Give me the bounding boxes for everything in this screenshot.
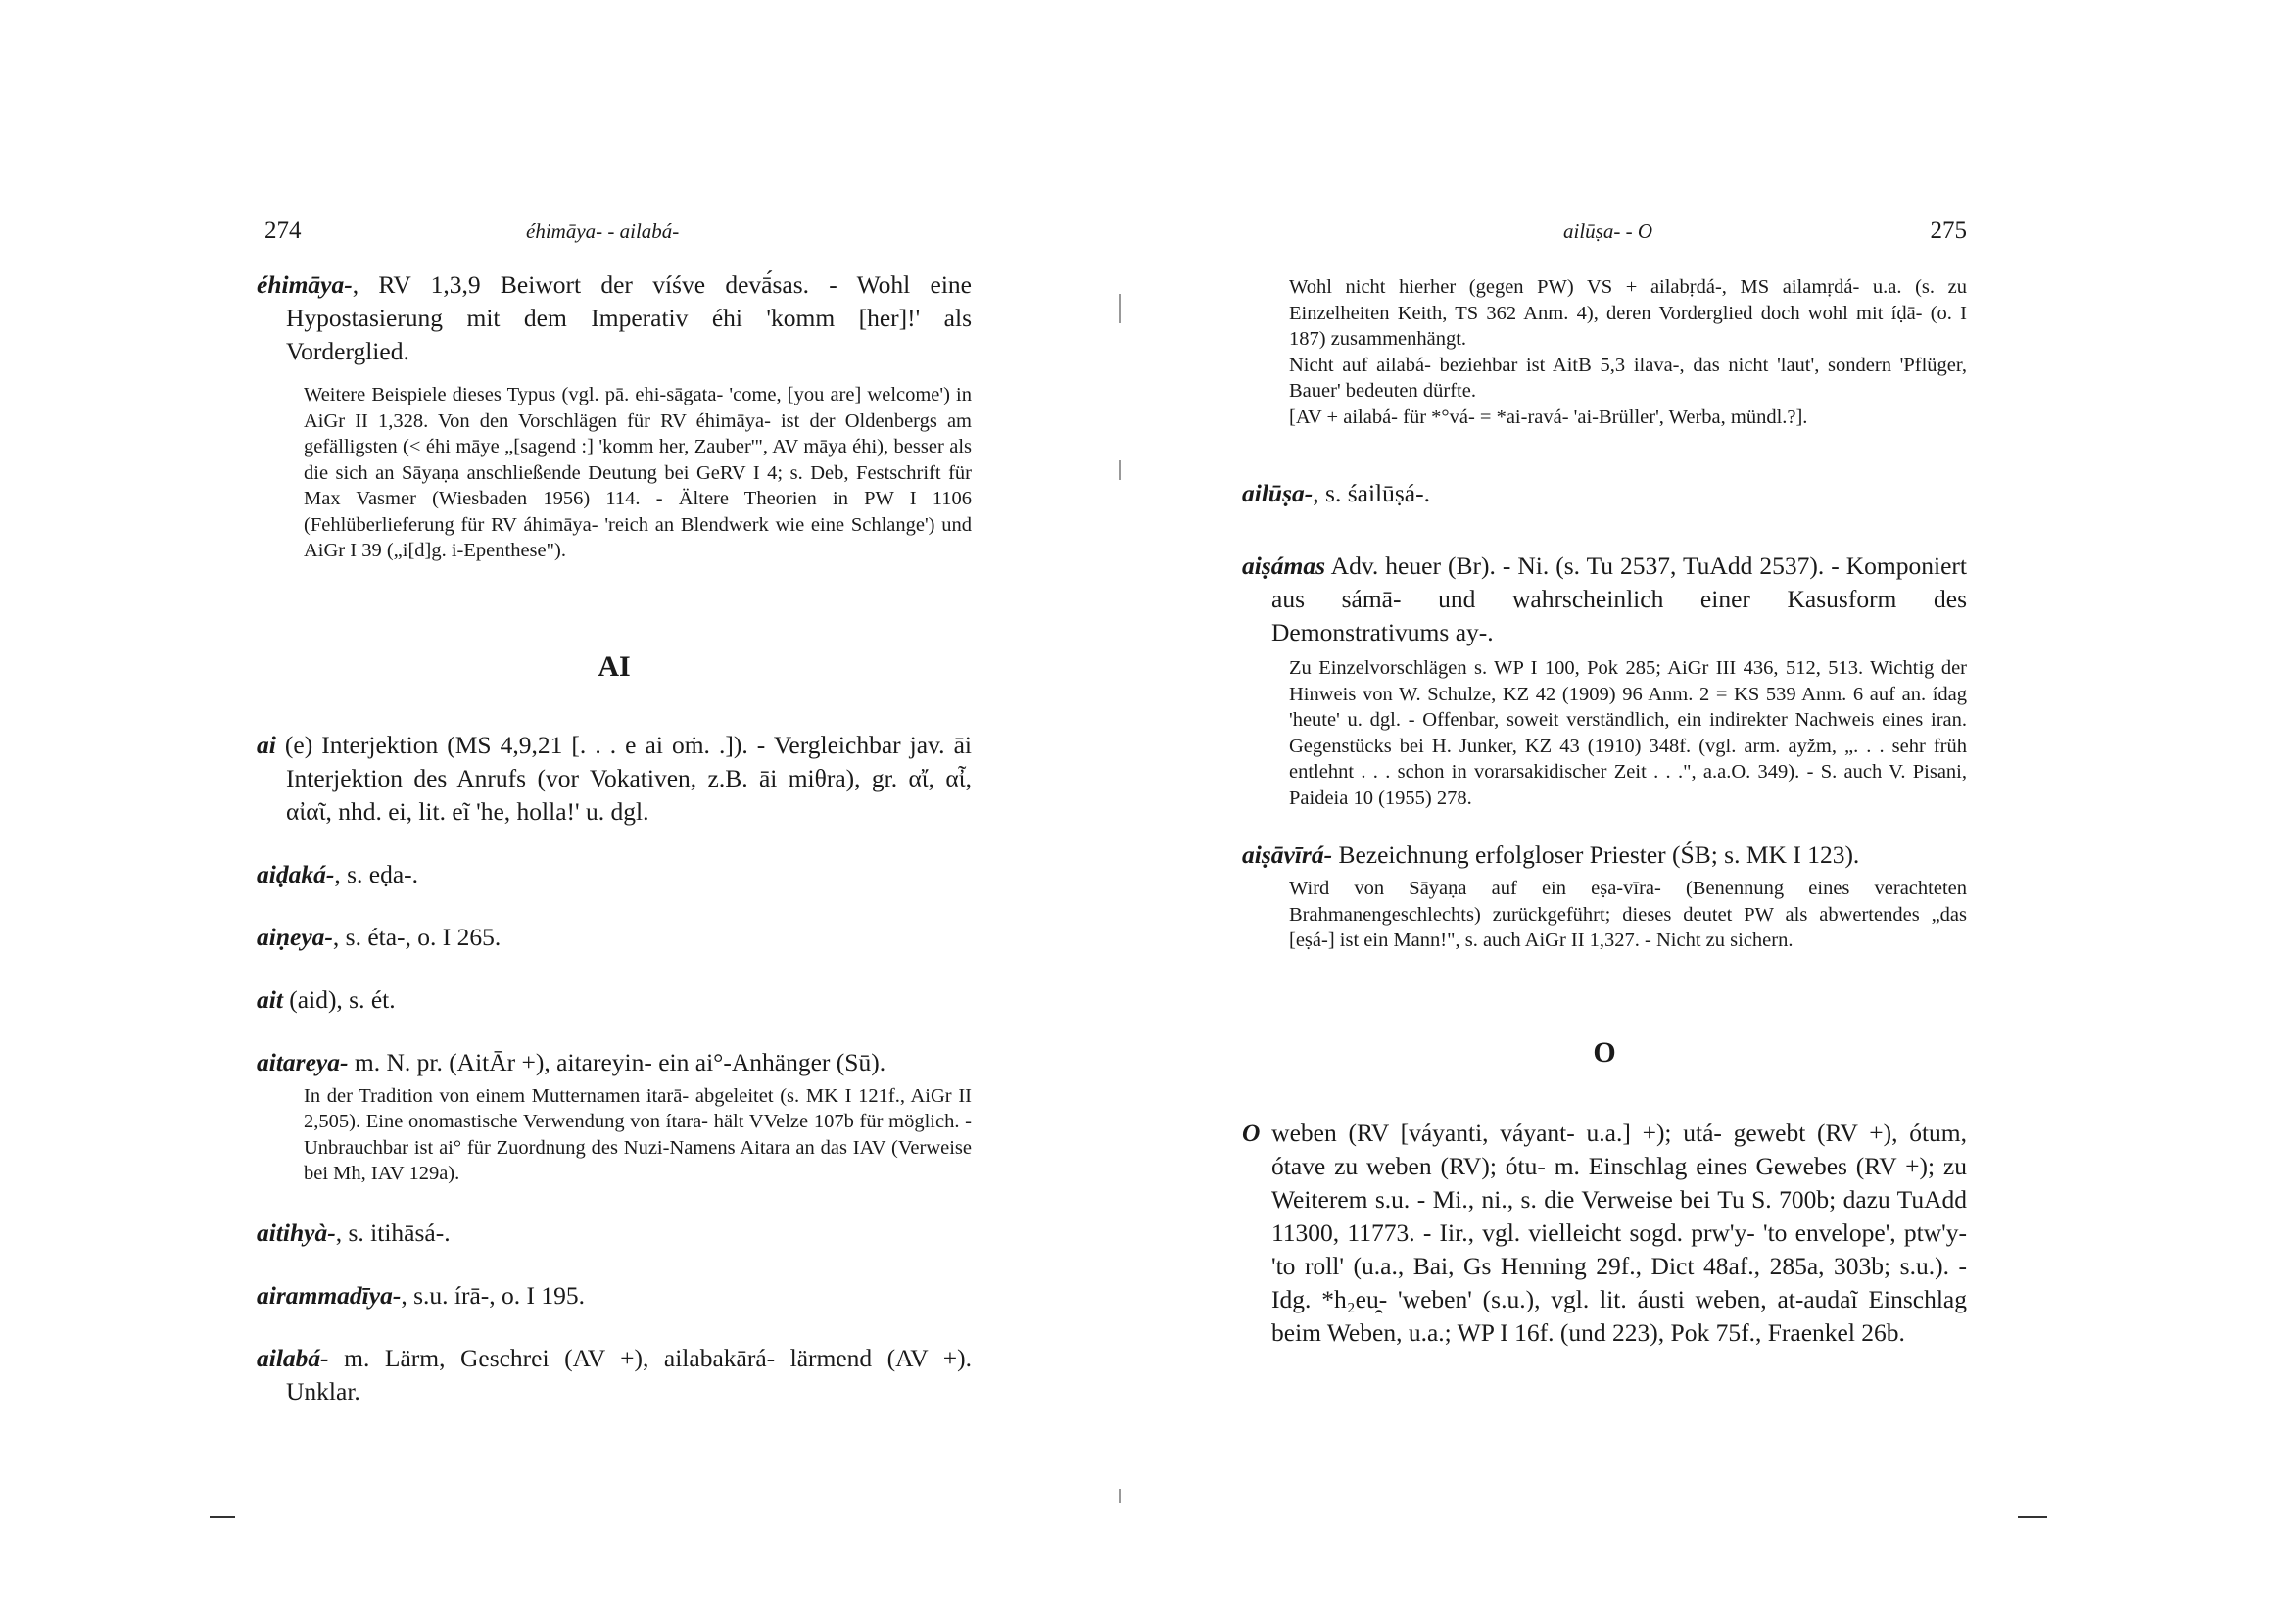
- entry-text: , s. itihāsá-.: [335, 1217, 451, 1247]
- left-page-body: [257, 268, 972, 1408]
- headword: aiṣámas: [1242, 551, 1326, 580]
- entry-aidaka: [257, 858, 972, 891]
- entry-text: , s. éta-, o. I 265.: [332, 922, 502, 951]
- entry-text: (e) Interjektion (MS 4,9,21 [. . . e ai oṁ. .]). - Vergleichbar jav. āi Interjektion des Anrufs (vor Vokativen, z.B. āi miθra), gr. αἴ, αἶ, αἰαῖ, nhd. ei, lit. eĩ 'he, holla!' u. dgl.: [275, 730, 972, 826]
- note-aitareya: In der Tradition von einem Mutternamen itarā- abgeleitet (s. MK I 121f., AiGr II 2,505). Eine onomastische Verwendung von ítara- hält VVelze 107b für möglich. - Unbrauchbar ist ai° für Zuordnung des Nuzi-Namens Aitara an das IAV (Verweise bei Mh, IAV 129a).: [304, 1084, 972, 1184]
- headword: ait: [257, 984, 283, 1014]
- note-aisamas: Zu Einzelvorschlägen s. WP I 100, Pok 285; AiGr III 436, 512, 513. Wichtig der Hinweis von W. Schulze, KZ 42 (1909) 96 Anm. 2 = KS 539 Anm. 6 auf an. ídag 'heute' u. dgl. - Offenbar, soweit verständlich, ein indirekter Nachweis eines iran. Gegenstücks bei H. Junker, KZ 43 (1910) 348f. (vgl. arm. ayžm, „. . . sehr früh entlehnt . . . schon in vorarsakidischer Zeit . . .", a.a.O. 349). - S. auch V. Pisani, Paideia 10 (1955) 278.: [1289, 657, 1967, 809]
- headword: aiṣāvīrá-: [1242, 840, 1333, 869]
- section-heading-o: O: [1593, 1035, 1616, 1069]
- gutter-mark: [1119, 460, 1121, 480]
- headword: aiṇeya-: [257, 922, 333, 951]
- page-number: 274: [264, 217, 302, 244]
- running-head: éhimāya- - ailabá-: [526, 219, 680, 243]
- entry-text: , s. eḍa-.: [334, 859, 419, 888]
- gutter-mark: [1119, 1489, 1121, 1503]
- entry-text: weben (RV [váyanti, váyant- u.a.] +); utá- gewebt (RV +), ótum, ótave zu weben (RV); ótu- m. Einschlag eines Gewebes (RV +); zu Weiterem s.u. - Mi., ni., s. die Verweise bei Tu S. 700b; dazu TuAdd 11300, 11773. - Iir., vgl. vielleicht sogd. prw'y- 'to envelope', ptw'y- 'to roll' (u.a., Bai, Gs Henning 29f., Dict 48af., 285a, 303b; s.u.). - Idg. *h₂eu̯- 'weben' (s.u.), vgl. lit. áusti weben, at-audaĩ Einschlag beim Weben, u.a.; WP I 16f. (und 223), Pok 75f., Fraenkel 26b.: [1260, 1118, 1967, 1347]
- note-paragraph: [AV + ailabá- für *°vá- = *ai-ravá- 'ai-Brüller', Werba, mündl.?].: [1289, 406, 1808, 428]
- headword: ailūṣa-: [1242, 479, 1314, 507]
- entry-text: (aid), s. ét.: [282, 984, 396, 1014]
- headword: éhimāya-: [257, 270, 353, 299]
- entry-airammadiya: [257, 1279, 972, 1312]
- entry-aitareya: [257, 1046, 972, 1079]
- headword: aiḍaká-: [257, 859, 335, 888]
- note-aisavira: Wird von Sāyaṇa auf ein eṣa-vīra- (Benennung eines verachteten Brahmanengeschlechts) zurückgeführt; dieses deutet PW als abwertendes „das [eṣá-] ist ein Mann!", s. auch AiGr II 1,327. - Nicht zu sichern.: [1289, 878, 1967, 951]
- entry-aisavira: [1242, 838, 1967, 872]
- note-ehimaya: Weitere Beispiele dieses Typus (vgl. pā. ehi-sāgata- 'come, [you are] welcome') in AiGr II 1,328. Von den Vorschlägen für RV éhimāya- ist der Oldenbergs am gefälligsten (< éhi māye „[sagend :] 'komm her, Zauber'", AV māya éhi), besser als die sich an Sāyaṇa anschließende Deutung bei GeRV I 4; s. Deb, Festschrift für Max Vasmer (Wiesbaden 1956) 114. - Ältere Theorien in PW I 1106 (Fehlüberlieferung für RV áhimāya- 'reich an Blendwerk wie eine Schlange') und AiGr I 39 („i[d]g. i-Epenthese").: [304, 384, 972, 561]
- headword: aitareya-: [257, 1047, 349, 1076]
- entry-text: , RV 1,3,9 Beiwort der víśve devā́sas. - Wohl eine Hypostasierung mit dem Imperativ éhi 'komm [her]!' als Vorderglied.: [286, 270, 972, 365]
- headword: aitihyà-: [257, 1217, 336, 1247]
- note-ailaba-continued: [1289, 274, 1967, 430]
- entry-text: , s. śailūṣá-.: [1313, 479, 1430, 507]
- gutter-mark: [1119, 294, 1121, 323]
- entry-o: [1242, 1117, 1967, 1350]
- entry-text: m. Lärm, Geschrei (AV +), ailabakārá- lärmend (AV +). Unklar.: [286, 1343, 972, 1406]
- entry-text: Adv. heuer (Br). - Ni. (s. Tu 2537, TuAdd 2537). - Komponiert aus sámā- und wahrscheinlich einer Kasusform des Demonstrativums ay-.: [1271, 551, 1967, 646]
- entry-ait: [257, 983, 972, 1017]
- entry-aineya: [257, 921, 972, 954]
- headword: ailabá-: [257, 1343, 329, 1372]
- entry-ailaba: [257, 1342, 972, 1408]
- entry-ehimaya: [257, 268, 972, 368]
- headword: O: [1242, 1118, 1261, 1147]
- entry-text: , s.u. írā-, o. I 195.: [401, 1280, 586, 1310]
- note-paragraph: Wohl nicht hierher (gegen PW) VS + ailabṛdá-, MS ailamṛdá- u.a. (s. zu Einzelheiten Keith, TS 362 Anm. 4), deren Vorderglied doch wohl mit íḍā- (o. I 187) zusammenhängt.: [1289, 276, 1967, 350]
- entry-text: Bezeichnung erfolgloser Priester (ŚB; s. MK I 123).: [1332, 840, 1860, 869]
- note-paragraph: Nicht auf ailabá- beziehbar ist AitB 5,3 ilava-, das nicht 'laut', sondern 'Pflüger, Bauer' bedeuten dürfte.: [1289, 354, 1967, 402]
- entry-aisamas: [1242, 549, 1967, 649]
- entry-text: m. N. pr. (AitĀr +), aitareyin- ein ai°-Anhänger (Sū).: [348, 1047, 886, 1076]
- page-number: 275: [1930, 217, 1967, 244]
- left-page-header: [257, 217, 972, 247]
- entry-ai: [257, 729, 972, 829]
- headword: ai: [257, 730, 276, 759]
- right-page-header: [1242, 217, 1967, 247]
- bottom-rule-right: [2018, 1516, 2047, 1518]
- section-heading-ai: AI: [598, 649, 631, 683]
- entry-ailusa: [1242, 477, 1967, 510]
- bottom-rule-left: [210, 1516, 235, 1518]
- running-head: ailūṣa- - O: [1563, 219, 1652, 243]
- headword: airammadīya-: [257, 1280, 402, 1310]
- right-page-body: [1242, 274, 1967, 1350]
- entry-aitihya: [257, 1216, 972, 1250]
